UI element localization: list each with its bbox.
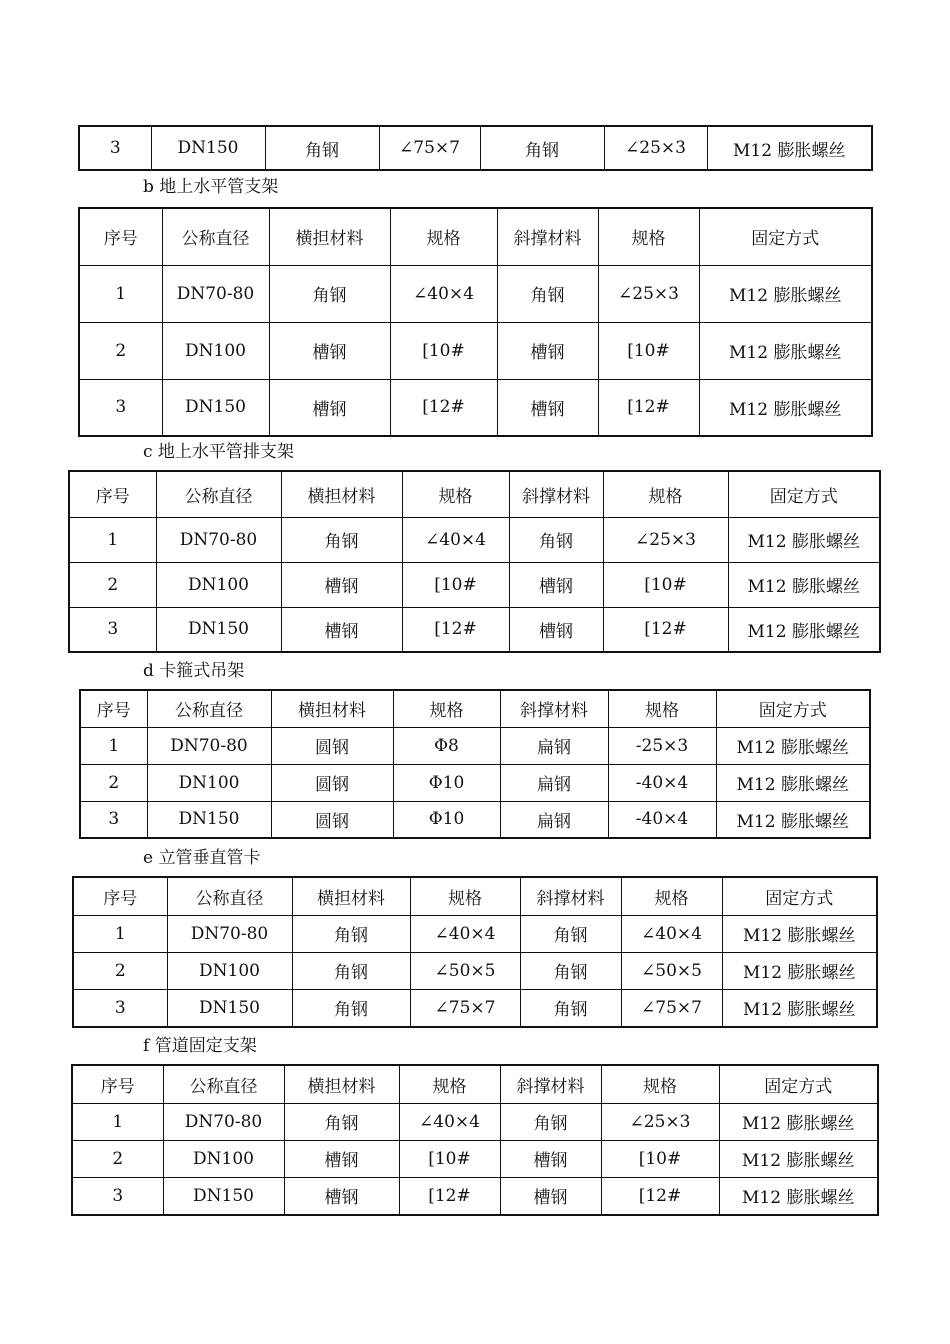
table-cell: [10# — [399, 1140, 500, 1177]
header-cell: 公称直径 — [147, 690, 271, 727]
table-cell: [12# — [402, 607, 509, 652]
header-cell: 规格 — [402, 471, 509, 517]
table-row — [79, 265, 872, 322]
header-cell: 横担材料 — [284, 1065, 399, 1103]
table-cell: 角钢 — [292, 989, 410, 1027]
table-row — [80, 801, 870, 838]
table-cell: 2 — [79, 322, 162, 379]
table-cell: DN70-80 — [156, 517, 281, 562]
header-cell: 序号 — [79, 208, 162, 265]
table-cell: DN70-80 — [147, 727, 271, 764]
table-cell: ∠40×4 — [410, 915, 520, 952]
header-cell: 固定方式 — [728, 471, 880, 517]
table-row — [80, 764, 870, 801]
table-cell: [10# — [598, 322, 699, 379]
header-cell: 规格 — [608, 690, 716, 727]
table-cell: 角钢 — [520, 989, 621, 1027]
table-cell: M12 膨胀螺丝 — [722, 989, 877, 1027]
header-cell: 规格 — [410, 877, 520, 915]
caption-b: b 地上水平管支架 — [143, 177, 279, 197]
table-cell: 角钢 — [265, 126, 379, 170]
table-cell: [12# — [603, 607, 728, 652]
table-cell: [12# — [399, 1177, 500, 1215]
table-cell: 扁钢 — [500, 727, 608, 764]
table-cell: [10# — [390, 322, 497, 379]
table-cell: -40×4 — [608, 764, 716, 801]
header-cell: 公称直径 — [162, 208, 269, 265]
table-row — [79, 379, 872, 436]
header-cell: 固定方式 — [722, 877, 877, 915]
table-cell: 1 — [79, 265, 162, 322]
table-cell: 角钢 — [500, 1103, 601, 1140]
table-cell: M12 膨胀螺丝 — [728, 562, 880, 607]
table-cell: DN150 — [163, 1177, 284, 1215]
header-cell: 固定方式 — [699, 208, 872, 265]
caption-e: e 立管垂直管卡 — [143, 848, 261, 868]
table-cell: DN70-80 — [167, 915, 292, 952]
table-cell: ∠75×7 — [621, 989, 722, 1027]
table-cell: DN100 — [162, 322, 269, 379]
table-cell: [12# — [390, 379, 497, 436]
table-cell: 槽钢 — [509, 562, 603, 607]
table-cell: ∠40×4 — [402, 517, 509, 562]
table-cell: DN100 — [163, 1140, 284, 1177]
table-cell: M12 膨胀螺丝 — [699, 265, 872, 322]
table-cell: -40×4 — [608, 801, 716, 838]
table-cell: 角钢 — [292, 915, 410, 952]
header-cell: 序号 — [72, 1065, 163, 1103]
table-cell: DN150 — [156, 607, 281, 652]
table-row — [73, 952, 877, 989]
table-cell: DN150 — [147, 801, 271, 838]
table-cell: 槽钢 — [500, 1140, 601, 1177]
table-row — [79, 126, 872, 170]
table-cell: ∠40×4 — [399, 1103, 500, 1140]
table-cell: 3 — [72, 1177, 163, 1215]
table-cell: M12 膨胀螺丝 — [716, 801, 870, 838]
table-cell: M12 膨胀螺丝 — [722, 915, 877, 952]
table-row — [72, 1103, 878, 1140]
table-cell: 3 — [69, 607, 156, 652]
table-e — [72, 876, 878, 1028]
table-cell: 3 — [79, 126, 151, 170]
table-row — [79, 322, 872, 379]
table-cell: 圆钢 — [271, 801, 393, 838]
table-cell: 3 — [79, 379, 162, 436]
table-row — [72, 1177, 878, 1215]
table-cell: 角钢 — [269, 265, 390, 322]
caption-f: f 管道固定支架 — [143, 1036, 257, 1056]
table-cell: 圆钢 — [271, 727, 393, 764]
table-cell: M12 膨胀螺丝 — [716, 764, 870, 801]
table-a-continuation — [78, 125, 873, 171]
table-cell: M12 膨胀螺丝 — [719, 1177, 878, 1215]
header-cell: 规格 — [621, 877, 722, 915]
table-cell: ∠75×7 — [379, 126, 480, 170]
header-cell: 序号 — [69, 471, 156, 517]
table-cell: 槽钢 — [284, 1177, 399, 1215]
table-cell: 角钢 — [292, 952, 410, 989]
table-cell: 槽钢 — [269, 379, 390, 436]
table-cell: ∠75×7 — [410, 989, 520, 1027]
table-header-row — [80, 690, 870, 727]
header-cell: 横担材料 — [269, 208, 390, 265]
table-cell: M12 膨胀螺丝 — [728, 607, 880, 652]
table-cell: 槽钢 — [497, 322, 598, 379]
table-cell: 槽钢 — [281, 607, 402, 652]
table-cell: DN150 — [167, 989, 292, 1027]
table-cell: DN100 — [167, 952, 292, 989]
table-cell: 槽钢 — [500, 1177, 601, 1215]
table-cell: 圆钢 — [271, 764, 393, 801]
table-row — [73, 989, 877, 1027]
header-cell: 横担材料 — [281, 471, 402, 517]
table-cell: [10# — [402, 562, 509, 607]
caption-d: d 卡箍式吊架 — [143, 661, 245, 681]
table-cell: ∠40×4 — [390, 265, 497, 322]
table-header-row — [69, 471, 880, 517]
table-cell: 槽钢 — [281, 562, 402, 607]
table-cell: DN100 — [156, 562, 281, 607]
table-row — [80, 727, 870, 764]
table-row — [69, 607, 880, 652]
table-cell: Φ8 — [393, 727, 500, 764]
table-cell: Φ10 — [393, 764, 500, 801]
header-cell: 斜撑材料 — [509, 471, 603, 517]
table-cell: DN70-80 — [163, 1103, 284, 1140]
table-cell: M12 膨胀螺丝 — [719, 1140, 878, 1177]
table-cell: [10# — [601, 1140, 719, 1177]
header-cell: 横担材料 — [292, 877, 410, 915]
header-cell: 序号 — [80, 690, 147, 727]
header-cell: 斜撑材料 — [497, 208, 598, 265]
table-cell: [12# — [598, 379, 699, 436]
table-cell: M12 膨胀螺丝 — [699, 379, 872, 436]
header-cell: 公称直径 — [156, 471, 281, 517]
header-cell: 规格 — [603, 471, 728, 517]
header-cell: 固定方式 — [716, 690, 870, 727]
table-header-row — [73, 877, 877, 915]
table-cell: 2 — [80, 764, 147, 801]
table-cell: DN150 — [162, 379, 269, 436]
header-cell: 斜撑材料 — [520, 877, 621, 915]
table-cell: ∠40×4 — [621, 915, 722, 952]
table-cell: 角钢 — [281, 517, 402, 562]
table-cell: ∠25×3 — [603, 517, 728, 562]
table-cell: M12 膨胀螺丝 — [722, 952, 877, 989]
header-cell: 规格 — [399, 1065, 500, 1103]
header-cell: 公称直径 — [167, 877, 292, 915]
header-cell: 公称直径 — [163, 1065, 284, 1103]
table-cell: [10# — [603, 562, 728, 607]
table-cell: 3 — [80, 801, 147, 838]
table-cell: 角钢 — [480, 126, 604, 170]
table-row — [69, 562, 880, 607]
table-cell: M12 膨胀螺丝 — [719, 1103, 878, 1140]
header-cell: 规格 — [598, 208, 699, 265]
table-cell: 槽钢 — [269, 322, 390, 379]
table-cell: 1 — [72, 1103, 163, 1140]
table-cell: 角钢 — [520, 915, 621, 952]
table-c — [68, 470, 881, 653]
table-cell: 角钢 — [520, 952, 621, 989]
header-cell: 斜撑材料 — [500, 1065, 601, 1103]
table-cell: M12 膨胀螺丝 — [707, 126, 872, 170]
table-cell: ∠50×5 — [621, 952, 722, 989]
table-cell: ∠25×3 — [601, 1103, 719, 1140]
table-cell: 2 — [72, 1140, 163, 1177]
table-cell: 1 — [69, 517, 156, 562]
table-cell: ∠50×5 — [410, 952, 520, 989]
header-cell: 斜撑材料 — [500, 690, 608, 727]
table-cell: DN100 — [147, 764, 271, 801]
header-cell: 横担材料 — [271, 690, 393, 727]
table-cell: -25×3 — [608, 727, 716, 764]
table-cell: 2 — [73, 952, 167, 989]
table-row — [72, 1140, 878, 1177]
caption-c: c 地上水平管排支架 — [143, 442, 294, 462]
table-cell: DN70-80 — [162, 265, 269, 322]
table-row — [73, 915, 877, 952]
table-cell: 3 — [73, 989, 167, 1027]
table-cell: 角钢 — [497, 265, 598, 322]
table-cell: 2 — [69, 562, 156, 607]
table-cell: 扁钢 — [500, 801, 608, 838]
table-cell: M12 膨胀螺丝 — [716, 727, 870, 764]
table-f — [71, 1064, 879, 1216]
header-cell: 固定方式 — [719, 1065, 878, 1103]
table-cell: 槽钢 — [509, 607, 603, 652]
table-cell: 槽钢 — [497, 379, 598, 436]
table-cell: M12 膨胀螺丝 — [699, 322, 872, 379]
table-cell: ∠25×3 — [598, 265, 699, 322]
table-b — [78, 207, 873, 437]
table-cell: Φ10 — [393, 801, 500, 838]
header-cell: 序号 — [73, 877, 167, 915]
table-cell: 扁钢 — [500, 764, 608, 801]
table-cell: 槽钢 — [284, 1140, 399, 1177]
table-row — [69, 517, 880, 562]
header-cell: 规格 — [390, 208, 497, 265]
table-cell: M12 膨胀螺丝 — [728, 517, 880, 562]
table-header-row — [79, 208, 872, 265]
header-cell: 规格 — [601, 1065, 719, 1103]
table-cell: [12# — [601, 1177, 719, 1215]
table-cell: 角钢 — [509, 517, 603, 562]
table-cell: ∠25×3 — [604, 126, 707, 170]
table-cell: 1 — [73, 915, 167, 952]
table-cell: 1 — [80, 727, 147, 764]
table-cell: 角钢 — [284, 1103, 399, 1140]
table-cell: DN150 — [151, 126, 265, 170]
table-d — [79, 689, 871, 839]
table-header-row — [72, 1065, 878, 1103]
header-cell: 规格 — [393, 690, 500, 727]
